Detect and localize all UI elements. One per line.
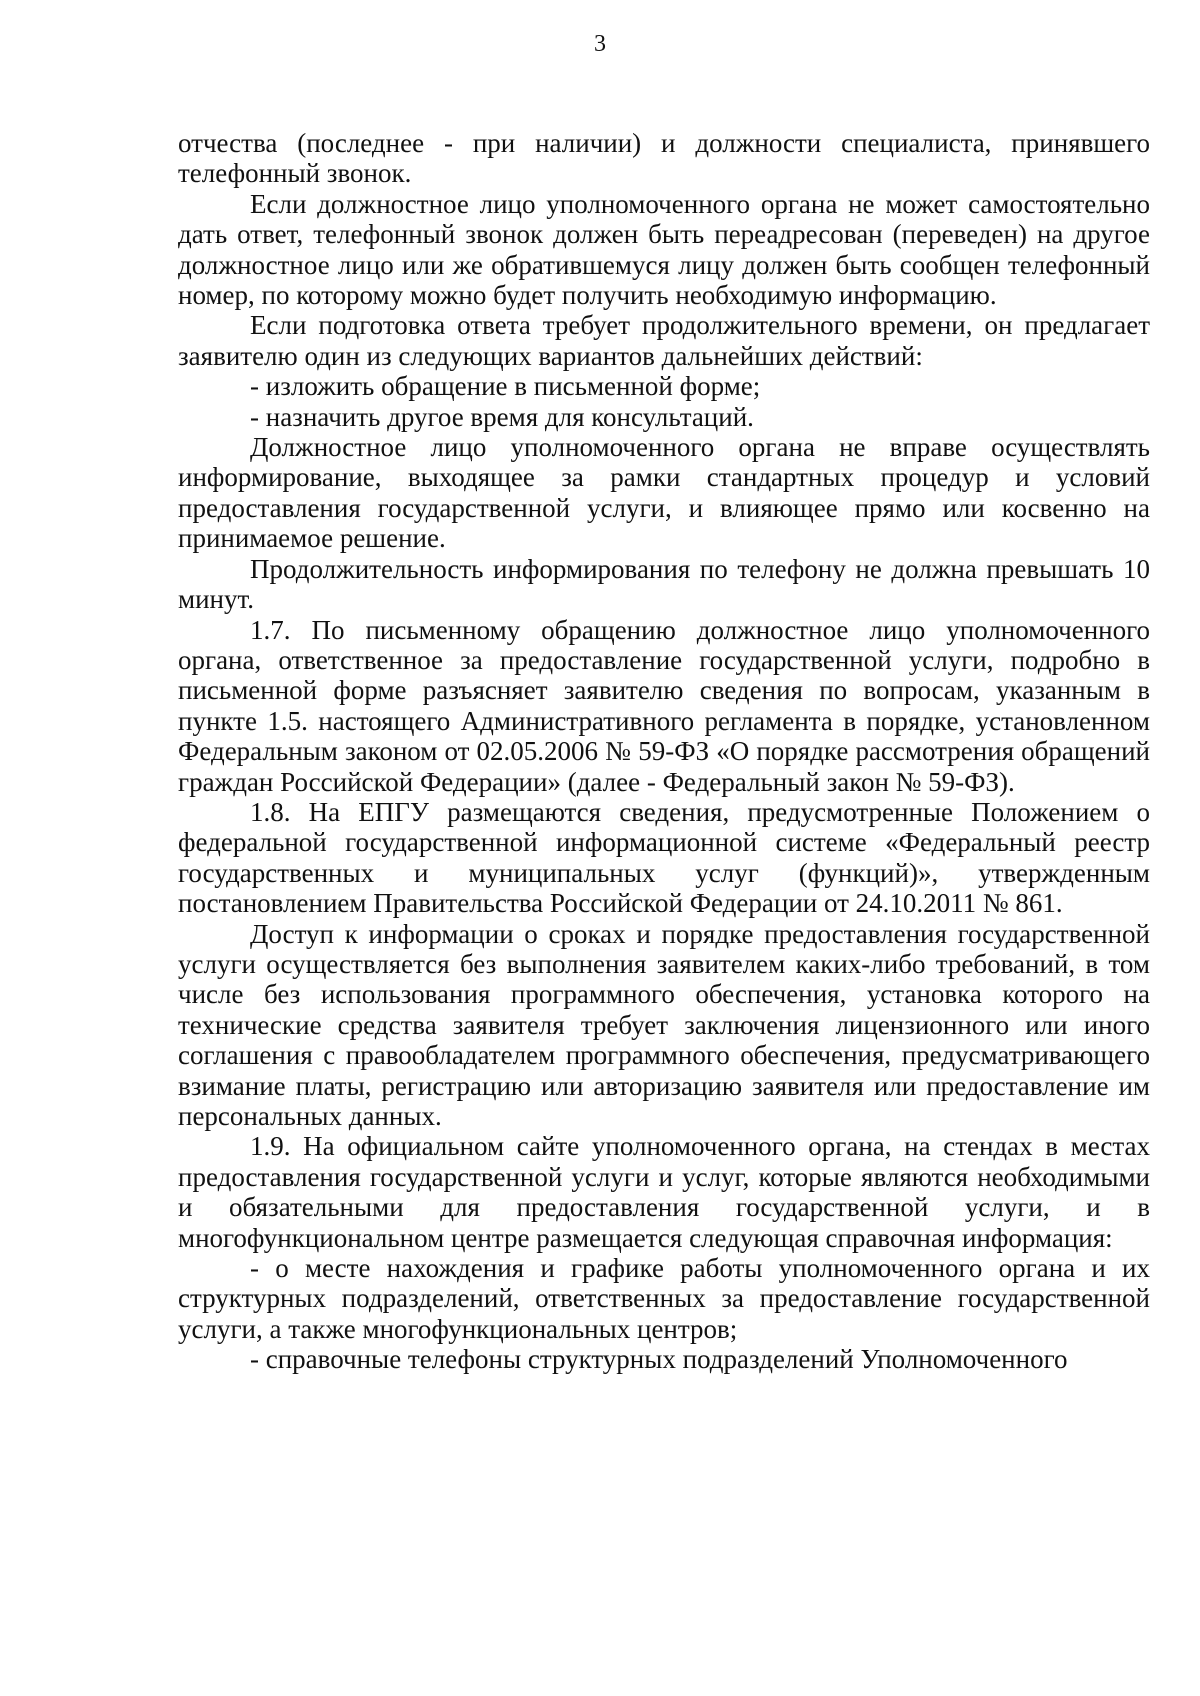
paragraph: Продолжительность информирования по телефону не должна превышать 10 минут. bbox=[178, 553, 1150, 615]
section-paragraph-1-7: 1.7. По письменному обращению должностное лицо уполномоченного органа, ответственное за предоставление государственной услуги, подробно в письменной форме разъясняет заявителю сведения по вопросам, указанным в пункте 1.5. настоящего Административного регламента в порядке, установленном Федеральным законом от 02.05.2006 № 59-ФЗ «О порядке рассмотрения обращений граждан Российской Федерации» (далее - Федеральный закон № 59-ФЗ). bbox=[178, 614, 1150, 797]
list-item: - о месте нахождения и графике работы уполномоченного органа и их структурных подразделений, ответственных за предоставление государственной услуги, а также многофункциональных центров; bbox=[178, 1253, 1150, 1344]
paragraph: Доступ к информации о сроках и порядке предоставления государственной услуги осуществляется без выполнения заявителем каких-либо требований, в том числе без использования программного обеспечения, установка которого на технические средства заявителя требует заключения лицензионного или иного соглашения с правообладателем программного обеспечения, предусматривающего взимание платы, регистрацию или авторизацию заявителя или предоставление им персональных данных. bbox=[178, 918, 1150, 1131]
list-item: - справочные телефоны структурных подразделений Уполномоченного bbox=[250, 1344, 1068, 1375]
paragraph: Должностное лицо уполномоченного органа не вправе осуществлять информирование, выходящее за рамки стандартных процедур и условий предоставления государственной услуги, и влияющее прямо или косвенно на принимаемое решение. bbox=[178, 432, 1150, 554]
section-paragraph-1-8: 1.8. На ЕПГУ размещаются сведения, предусмотренные Положением о федеральной государственной информационной системе «Федеральный реестр государственных и муниципальных услуг (функций)», утвержденным постановлением Правительства Российской Федерации от 24.10.2011 № 861. bbox=[178, 796, 1150, 919]
paragraph: Если должностное лицо уполномоченного органа не может самостоятельно дать ответ, телефонный звонок должен быть переадресован (переведен) на другое должностное лицо или же обратившемуся лицу должен быть сообщен телефонный номер, по которому можно будет получить необходимую информацию. bbox=[178, 188, 1150, 311]
document-body bbox=[178, 128, 1150, 1375]
paragraph: отчества (последнее - при наличии) и должности специалиста, принявшего телефонный звонок. bbox=[178, 128, 1150, 189]
paragraph: Если подготовка ответа требует продолжительного времени, он предлагает заявителю один из следующих вариантов дальнейших действий: bbox=[178, 310, 1150, 371]
list-item: - изложить обращение в письменной форме; bbox=[250, 371, 761, 402]
page-number: 3 bbox=[594, 31, 606, 57]
list-item: - назначить другое время для консультаций. bbox=[250, 401, 754, 432]
section-paragraph-1-9: 1.9. На официальном сайте уполномоченного органа, на стендах в местах предоставления государственной услуги и услуг, которые являются необходимыми и обязательными для предоставления государственной услуги, и в многофункциональном центре размещается следующая справочная информация: bbox=[178, 1131, 1150, 1253]
